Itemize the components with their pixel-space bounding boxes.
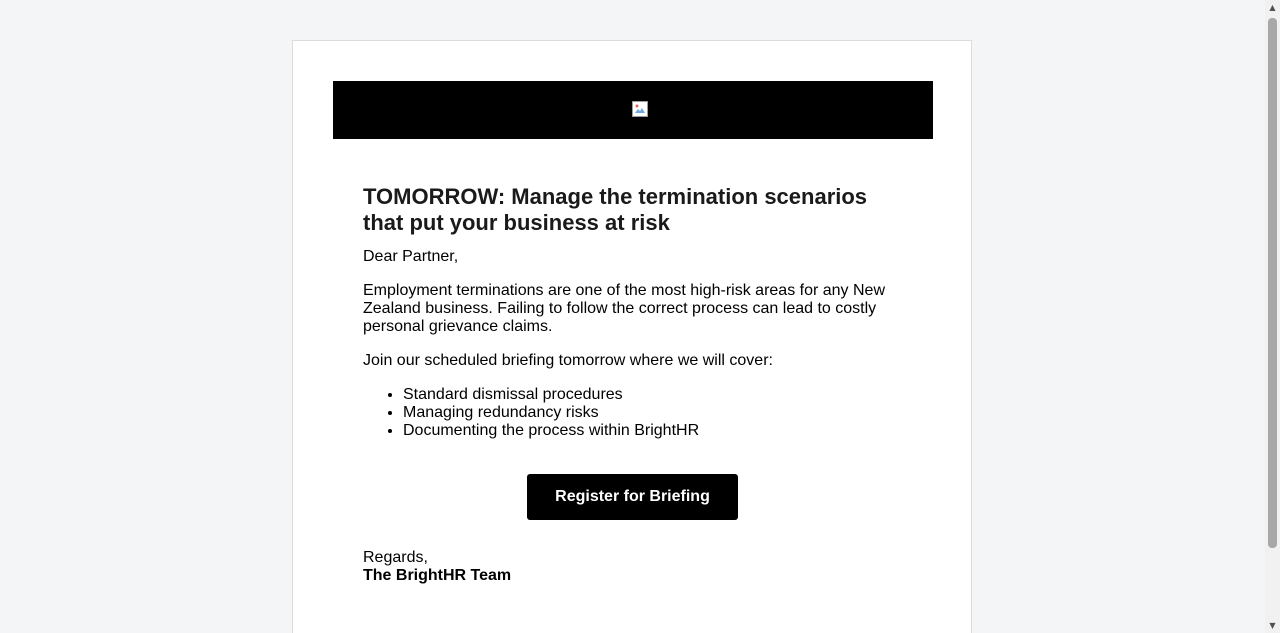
- list-item: • Standard dismissal procedures: [403, 386, 903, 404]
- signoff: [363, 549, 511, 585]
- intro-paragraph: Employment terminations are one of the most high-risk areas for any New Zealand business. Failing to follow the correct process can lead to costly personal grievance claims.: [363, 282, 886, 335]
- header-banner: [333, 81, 933, 139]
- email-headline: TOMORROW: Manage the termination scenarios that put your business at risk: [363, 184, 868, 235]
- closing-text: Regards,: [363, 549, 428, 566]
- scroll-up-arrow-icon[interactable]: ▲: [1269, 3, 1276, 12]
- list-item: • Managing redundancy risks: [403, 404, 903, 422]
- vertical-scrollbar[interactable]: [1265, 0, 1280, 633]
- lead-in-paragraph: Join our scheduled briefing tomorrow where we will cover:: [363, 352, 773, 369]
- email-card: [292, 40, 972, 633]
- topic-list: [363, 386, 903, 440]
- broken-image-icon: [632, 101, 648, 117]
- scroll-thumb[interactable]: [1268, 18, 1277, 548]
- greeting: Dear Partner,: [363, 248, 459, 265]
- register-button[interactable]: Register for Briefing: [527, 474, 738, 520]
- signature-text: The BrightHR Team: [363, 567, 512, 584]
- list-item: • Documenting the process within BrightHR: [403, 422, 903, 440]
- cta-container: [527, 474, 738, 520]
- email-body: [363, 184, 903, 440]
- scroll-down-arrow-icon[interactable]: ▼: [1269, 621, 1276, 630]
